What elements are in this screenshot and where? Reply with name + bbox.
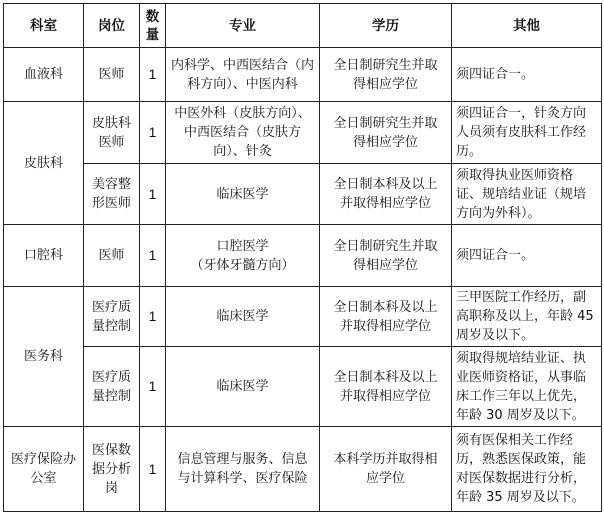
major-cell: 信息管理与服务、信息 与计算科学、医疗保险 [166, 427, 320, 512]
education-cell: 全日制研究生并取 得相应学位 [320, 225, 452, 287]
table-row [4, 347, 602, 427]
count-cell: 1 [140, 164, 166, 225]
recruitment-table [3, 3, 602, 512]
position-cell: 皮肤科 医师 [84, 102, 140, 164]
major-cell: 中医外科（皮肤方向）、 中西医结合（皮肤方 向）、针灸 [166, 102, 320, 164]
position-cell: 医师 [84, 225, 140, 287]
table-row [4, 225, 602, 287]
position-cell: 医疗质 量控制 [84, 347, 140, 427]
dept-cell: 医务科 [4, 287, 84, 427]
table-row [4, 427, 602, 512]
dept-cell: 口腔科 [4, 225, 84, 287]
education-cell: 本科学历并取得相 应学位 [320, 427, 452, 512]
education-cell: 全日制研究生并取 得相应学位 [320, 48, 452, 102]
count-cell: 1 [140, 427, 166, 512]
dept-cell: 医疗保险办 公室 [4, 427, 84, 512]
position-cell: 医疗质 量控制 [84, 287, 140, 347]
major-cell: 临床医学 [166, 347, 320, 427]
other-cell: 须四证合一。 [452, 48, 602, 102]
major-cell: 内科学、中西医结合（内 科方向）、中医内科 [166, 48, 320, 102]
table-row [4, 164, 602, 225]
other-cell: 须取得规培结业证、执 业医师资格证，从事临 床工作三年以上优先， 年龄 30 周岁及以下。 [452, 347, 602, 427]
header-education: 学历 [320, 4, 452, 48]
header-position: 岗位 [84, 4, 140, 48]
major-cell: 临床医学 [166, 164, 320, 225]
header-major: 专业 [166, 4, 320, 48]
table-row [4, 48, 602, 102]
header-row [4, 4, 602, 48]
education-cell: 全日制本科及以上 并取得相应学位 [320, 164, 452, 225]
count-cell: 1 [140, 48, 166, 102]
other-cell: 三甲医院工作经历，副 高职称及以上，年龄 45 周岁及以下。 [452, 287, 602, 347]
count-cell: 1 [140, 347, 166, 427]
education-cell: 全日制研究生并取 得相应学位 [320, 102, 452, 164]
header-dept: 科室 [4, 4, 84, 48]
position-cell: 医保数 据分析 岗 [84, 427, 140, 512]
count-cell: 1 [140, 102, 166, 164]
table-row [4, 102, 602, 164]
major-cell: 口腔医学 （牙体牙髓方向） [166, 225, 320, 287]
dept-cell: 皮肤科 [4, 102, 84, 225]
header-other: 其他 [452, 4, 602, 48]
position-cell: 美容整 形医师 [84, 164, 140, 225]
other-cell: 须取得执业医师资格 证、规培结业证（规培 方向为外科）。 [452, 164, 602, 225]
dept-cell: 血液科 [4, 48, 84, 102]
table-row [4, 287, 602, 347]
header-count: 数 量 [140, 4, 166, 48]
count-cell: 1 [140, 225, 166, 287]
education-cell: 全日制本科及以上 并取得相应学位 [320, 347, 452, 427]
education-cell: 全日制本科及以上 并取得相应学位 [320, 287, 452, 347]
major-cell: 临床医学 [166, 287, 320, 347]
count-cell: 1 [140, 287, 166, 347]
other-cell: 须四证合一，针灸方向 人员须有皮肤科工作经 历。 [452, 102, 602, 164]
other-cell: 须有医保相关工作经 历，熟悉医保政策，能 对医保数据进行分析， 年龄 35 周岁及以下。 [452, 427, 602, 512]
position-cell: 医师 [84, 48, 140, 102]
other-cell: 须四证合一。 [452, 225, 602, 287]
